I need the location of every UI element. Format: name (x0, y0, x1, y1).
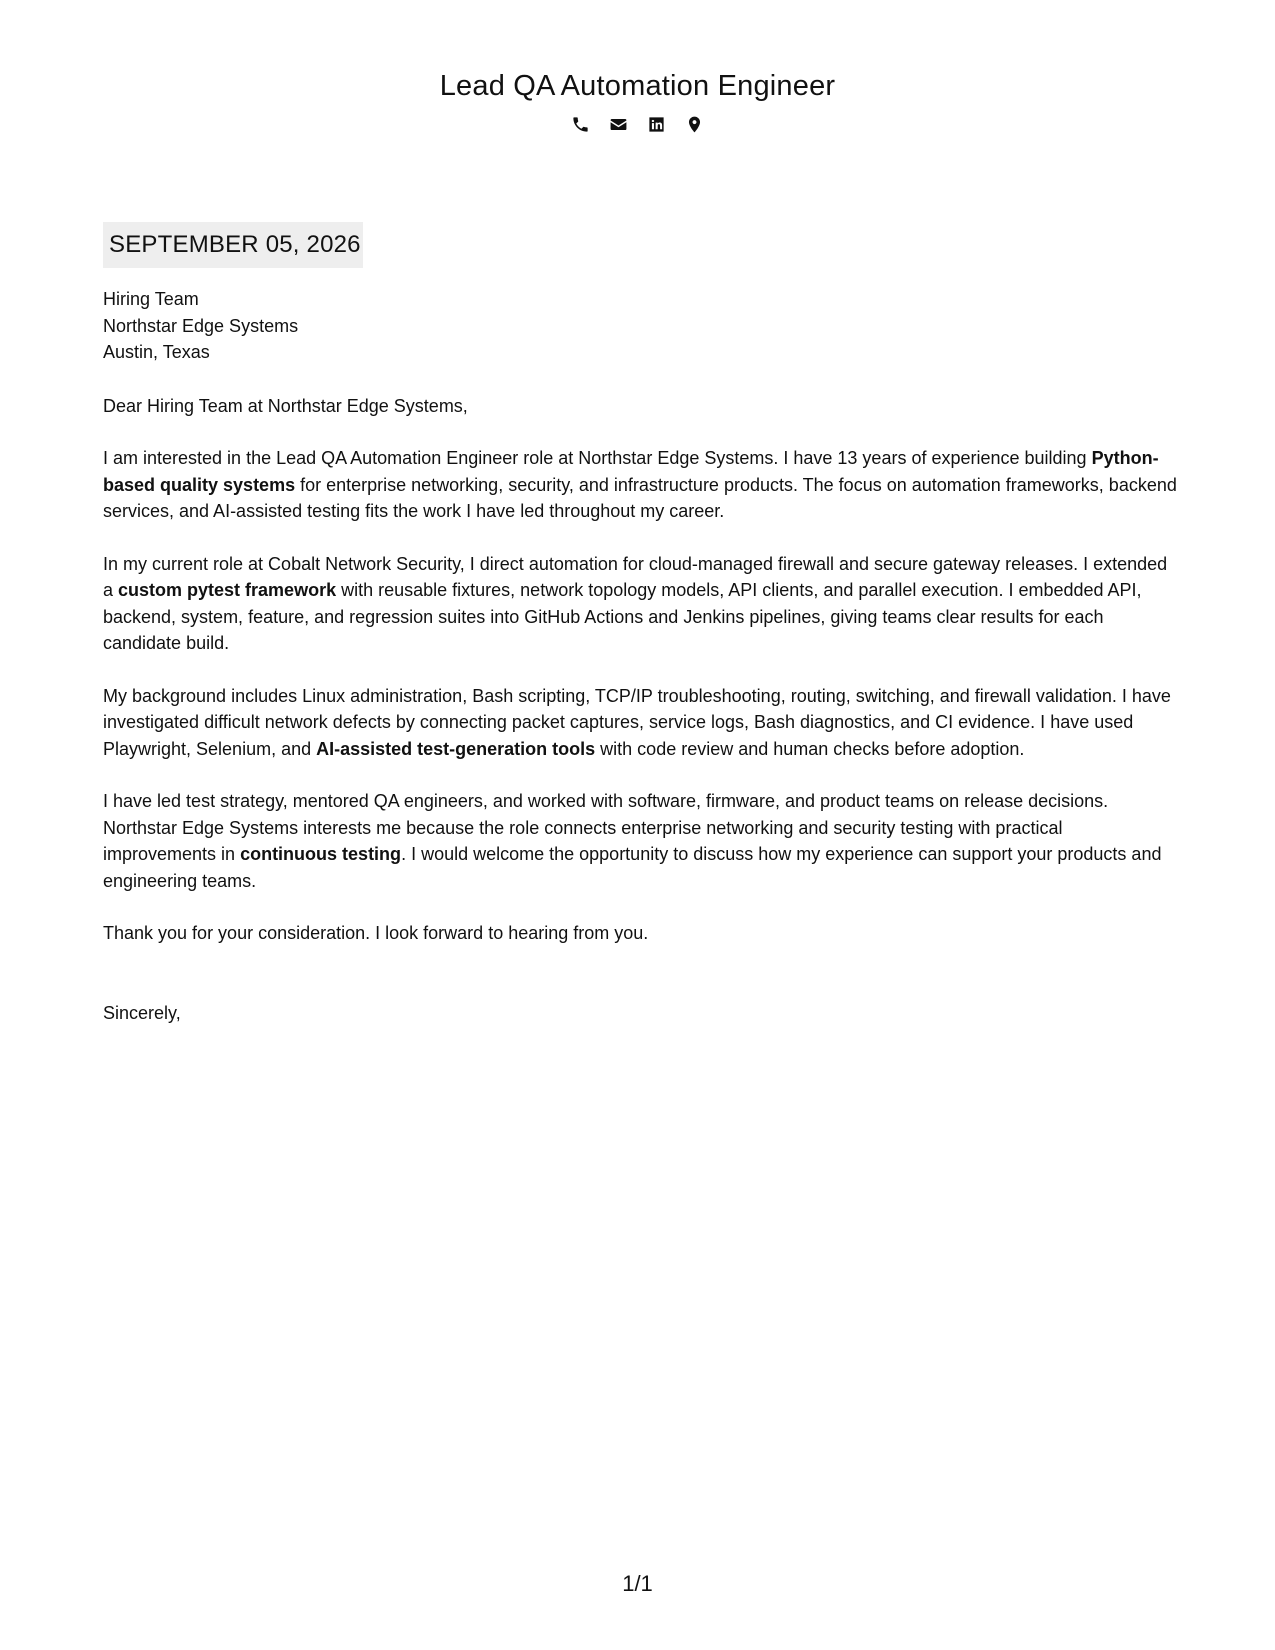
paragraph-highlight: continuous testing (240, 844, 402, 864)
letter-body (103, 286, 1178, 1026)
page-number: 1/1 (622, 1571, 653, 1596)
document-title: Lead QA Automation Engineer (439, 70, 836, 102)
paragraph-text: My background includes Linux administration, Bash scripting, TCP/IP troubleshooting, routing, switching, and firewall validation. I have investigated difficult network defects by connecting packet captures, service logs, Bash diagnostics, and CI evidence. I have used Playwright, Selenium, and (103, 685, 1171, 759)
paragraph-text: I have led test strategy, mentored QA engineers, and worked with software, firmware, and product teams on release decisions. Northstar Edge Systems interests me because the role connects enterprise networking and security testing with practical improvements in (103, 791, 1109, 864)
paragraph-5 (103, 920, 1178, 947)
paragraph-text: with reusable fixtures, network topology models, API clients, and parallel execution. I embedded API, backend, system, feature, and regression suites into GitHub Actions and Jenkins pipelines, giving teams clear results for each candidate build. (103, 580, 1142, 653)
paragraph-highlight: Python-based quality systems (103, 448, 1159, 495)
closing: Sincerely, (103, 1002, 181, 1023)
email-icon (609, 114, 629, 134)
recipient-location: Austin, Texas (103, 342, 210, 362)
paragraph-text: I am interested in the Lead QA Automation Engineer role at Northstar Edge Systems. I have 13 years of experience building (103, 448, 1092, 468)
paragraph-highlight: AI-assisted test-generation tools (316, 738, 596, 759)
phone-icon (571, 114, 591, 134)
paragraph-4 (103, 788, 1178, 894)
recipient-block (103, 286, 1178, 366)
paragraph-highlight: custom pytest framework (118, 580, 337, 600)
recipient-name: Hiring Team (103, 289, 199, 309)
paragraph-3 (103, 683, 1178, 763)
letter-date: SEPTEMBER 05, 2026 (103, 222, 363, 268)
location-icon (685, 114, 705, 134)
paragraph-text: In my current role at Cobalt Network Security, I direct automation for cloud-managed firewall and secure gateway releases. I extended a (103, 553, 1168, 600)
contact-icons-row (0, 114, 1275, 134)
paragraph-text: . I would welcome the opportunity to discuss how my experience can support your products and engineering teams. (103, 844, 1162, 891)
recipient-company: Northstar Edge Systems (103, 315, 299, 336)
paragraph-1 (103, 445, 1178, 525)
paragraph-text: Thank you for your consideration. I look forward to hearing from you. (103, 923, 649, 943)
linkedin-icon (647, 114, 667, 134)
salutation: Dear Hiring Team at Northstar Edge Systems, (103, 395, 468, 416)
paragraph-text: with code review and human checks before adoption. (595, 738, 1025, 759)
paragraph-2 (103, 551, 1178, 657)
paragraph-text: for enterprise networking, security, and infrastructure products. The focus on automation frameworks, backend services, and AI-assisted testing fits the work I have led throughout my career. (103, 474, 1177, 521)
